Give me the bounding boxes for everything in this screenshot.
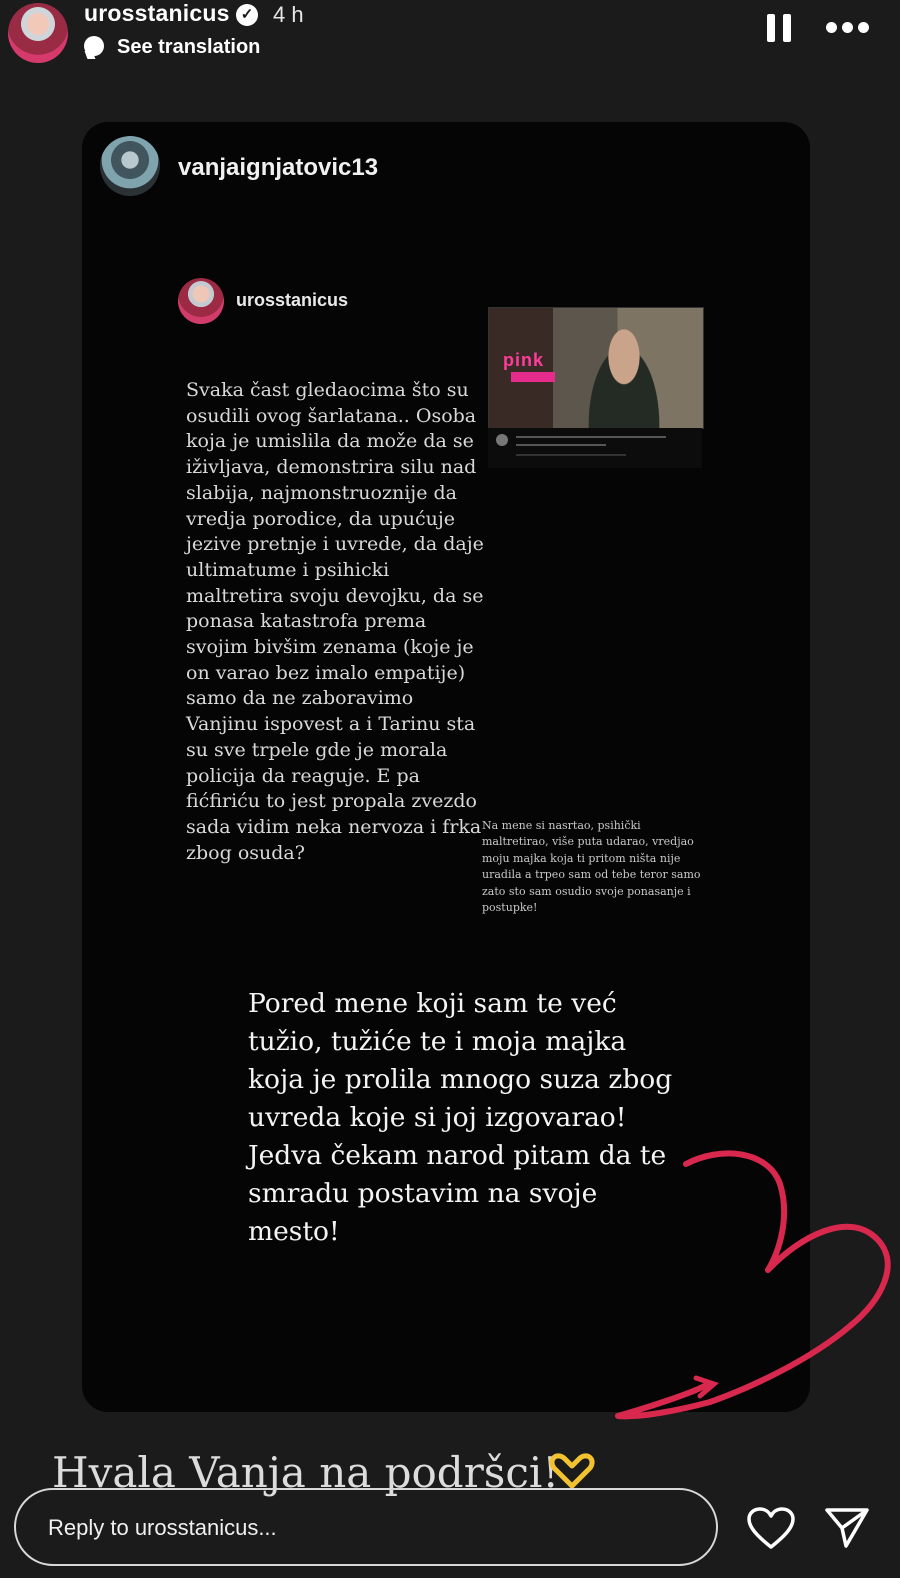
shared-author-username[interactable]: vanjaignjatovic13 xyxy=(178,154,379,181)
story-timestamp: 4 h xyxy=(273,2,304,27)
story-message-text: Pored mene koji sam te već tužio, tužiće te i moja majka koja je prolila mnogo suza zbog uvreda koje si joj izgovarao! Jedva čekam narod pitam da te smradu postavim na svoje mesto! xyxy=(248,988,673,1247)
thumbnail-caption-bar xyxy=(488,428,702,468)
reply-input[interactable] xyxy=(14,1488,718,1566)
more-icon[interactable] xyxy=(826,22,870,34)
translate-bubble-icon[interactable] xyxy=(84,36,104,56)
pause-icon[interactable] xyxy=(767,14,793,42)
like-icon[interactable] xyxy=(746,1507,796,1551)
see-translation-link[interactable]: See translation xyxy=(117,36,261,58)
inner-post-username: urosstanicus xyxy=(236,290,349,310)
inner-post-text-left: Svaka čast gledaocima što su osudili ovog šarlatana.. Osoba koja je umislila da može da se iživljava, demonstrira silu nad slabija, najmonstruoznije da vredja porodice, da upućuje jezive pretnje i uvrede, da daje ultimatume i psihicki maltretira svoju devojku, da se ponasa katastrofa prema svojim bivšim zenama (koje je on varao bez imalo empatije) samo da ne zaboravimo Vanjinu ispovest a i Tarinu sta su sve trpele gde je morala policija da reaguje. E pa fićfiriću to jest propala zvezdo sada vidim neka nervoza i frka zbog osuda? xyxy=(186,379,484,864)
heart-hands-icon xyxy=(548,1452,596,1488)
inner-post-avatar xyxy=(178,278,224,324)
tv-logo: pink xyxy=(503,350,545,370)
avatar[interactable] xyxy=(8,3,68,63)
inner-post-text-right: Na mene si nasrtao, psihički maltretirao, više puta udarao, vredjao moju majka koja ti pritom ništa nije uradila a trpeo sam od tebe teror samo zato sto sam osudio svoje ponasanje i postupke! xyxy=(482,819,701,915)
tv-logo-tag xyxy=(511,372,555,382)
heart-doodle-icon xyxy=(600,1140,900,1430)
story-username[interactable]: urosstanicus xyxy=(84,0,230,26)
thumbnail-person xyxy=(579,326,669,429)
story-caption: Hvala Vanja na podršci! xyxy=(52,1448,560,1497)
verified-badge-icon: ✓ xyxy=(236,4,258,26)
reply-placeholder: Reply to urosstanicus... xyxy=(48,1515,277,1540)
shared-author-avatar[interactable] xyxy=(100,136,160,196)
video-thumbnail xyxy=(488,307,704,429)
send-icon[interactable] xyxy=(824,1506,870,1550)
